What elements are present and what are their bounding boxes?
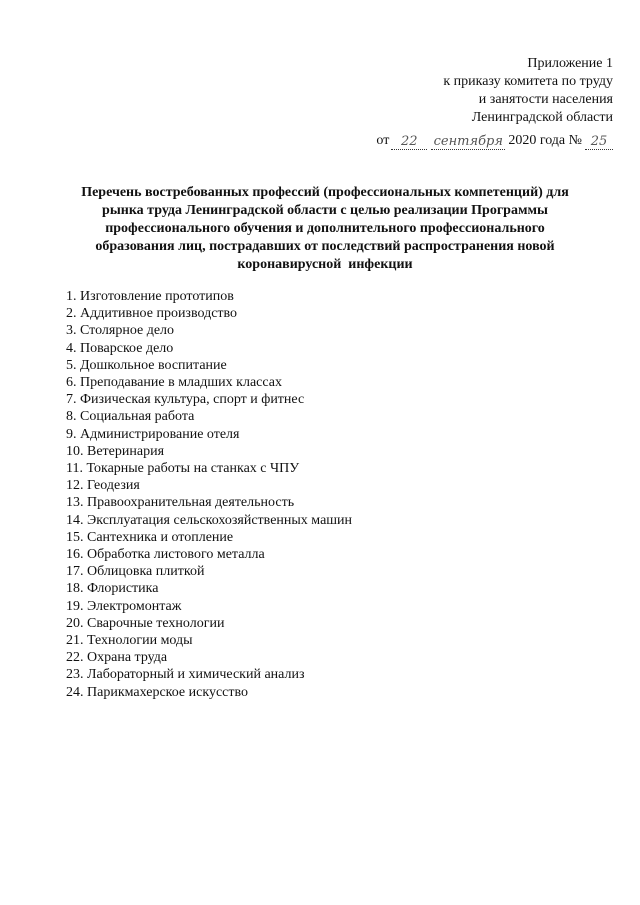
list-item: 15. Сантехника и отопление <box>66 529 234 545</box>
handwritten-month: сентября <box>431 135 505 150</box>
list-item: 5. Дошкольное воспитание <box>66 357 227 373</box>
list-item: 1. Изготовление прототипов <box>66 289 234 304</box>
list-item: 6. Преподавание в младших классах <box>66 375 282 391</box>
list-item: 22. Охрана труда <box>66 650 168 666</box>
list-item: 19. Электромонтаж <box>66 598 182 614</box>
list-item: 3. Столярное дело <box>66 323 175 339</box>
appendix-line: Ленинградской области <box>471 110 613 125</box>
date-prefix: от <box>376 133 390 148</box>
handwritten-day: 22 <box>391 135 427 150</box>
list-item: 17. Облицовка плиткой <box>66 564 205 580</box>
list-item: 16. Обработка листового металла <box>66 547 265 563</box>
appendix-line: Приложение 1 <box>527 56 613 71</box>
handwritten-order-number: 25 <box>585 135 613 150</box>
list-item: 7. Физическая культура, спорт и фитнес <box>66 392 305 408</box>
list-item: 20. Сварочные технологии <box>66 615 225 631</box>
list-item: 8. Социальная работа <box>66 409 195 425</box>
list-item: 9. Администрирование отеля <box>66 426 240 442</box>
list-item: 24. Парикмахерское искусство <box>66 684 249 700</box>
list-item: 18. Флористика <box>66 581 159 597</box>
list-item: 12. Геодезия <box>66 478 140 494</box>
appendix-header <box>443 55 613 127</box>
appendix-line: и занятости населения <box>478 92 613 107</box>
date-year-text: 2020 года № <box>508 133 582 148</box>
list-item: 2. Аддитивное производство <box>66 306 238 322</box>
list-item: 11. Токарные работы на станках с ЧПУ <box>66 461 300 477</box>
appendix-line: к приказу комитета по труду <box>443 74 613 89</box>
list-item: 13. Правоохранительная деятельность <box>66 495 295 511</box>
order-date-line <box>376 132 613 150</box>
list-item: 4. Поварское дело <box>66 340 174 356</box>
document-title <box>70 184 580 274</box>
professions-list <box>66 288 352 701</box>
list-item: 23. Лабораторный и химический анализ <box>66 667 305 683</box>
title-line: образования лиц, пострадавших от последствий распространения новой <box>95 239 555 254</box>
title-line: Перечень востребованных профессий (профессиональных компетенций) для <box>81 185 569 200</box>
title-line: коронавирусной инфекции <box>237 257 413 272</box>
title-line: рынка труда Ленинградской области с целью реализации Программы <box>102 203 548 218</box>
title-line: профессионального обучения и дополнительного профессионального <box>105 221 545 236</box>
list-item: 14. Эксплуатация сельскохозяйственных машин <box>66 512 353 528</box>
list-item: 10. Ветеринария <box>66 443 165 459</box>
list-item: 21. Технологии моды <box>66 633 193 649</box>
